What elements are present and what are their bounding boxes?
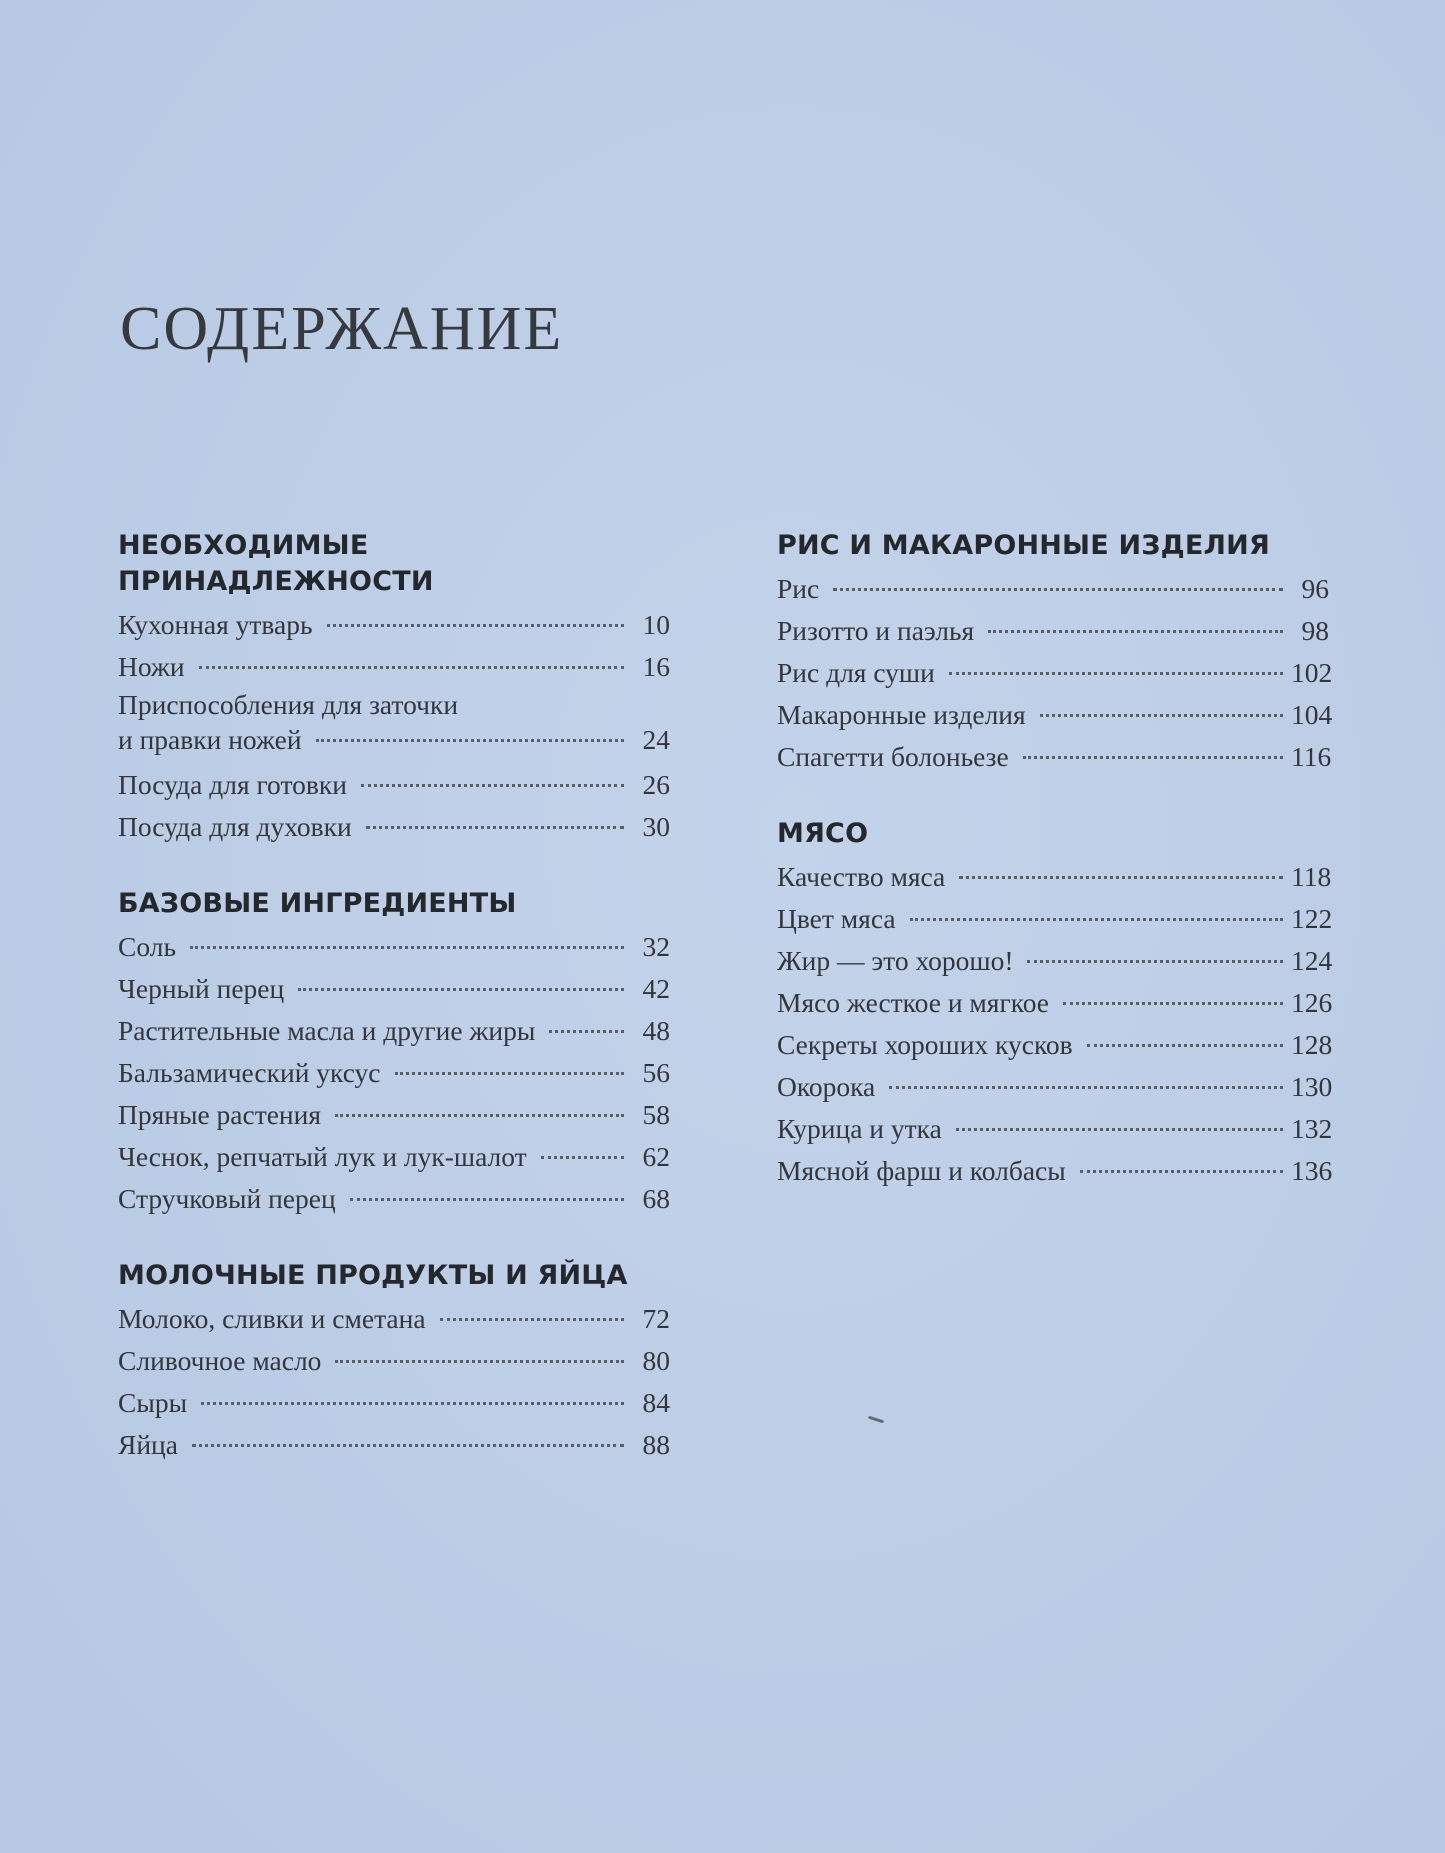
section-heading: РИС И МАКАРОННЫЕ ИЗДЕЛИЯ [777,530,1270,561]
dot-leader [1027,960,1283,963]
dot-leader [190,946,624,949]
toc-left-column [118,528,670,1504]
entry-page-number: 80 [642,1345,670,1376]
entry-page-number: 26 [642,769,670,800]
entry-page-number: 42 [642,973,670,1004]
toc-entry[interactable] [777,856,1332,898]
dot-leader [1063,1002,1283,1005]
toc-entry[interactable] [777,898,1333,940]
dot-leader [549,1030,624,1033]
dot-leader [199,666,624,669]
dot-leader [298,988,624,991]
toc-entry[interactable] [777,736,1332,778]
entry-page-number: 88 [642,1429,670,1460]
page-title: СОДЕРЖАНИЕ [120,295,564,363]
entry-label: Курица и утка [777,1113,942,1144]
entry-label: Растительные масла и другие жиры [118,1015,536,1046]
entry-page-number: 130 [1291,1071,1333,1102]
toc-entry[interactable] [777,1024,1333,1066]
entry-page-number: 118 [1291,861,1332,892]
entry-page-number: 68 [642,1183,670,1214]
entry-label: Рис [777,573,820,604]
entry-label: Пряные растения [118,1099,322,1130]
dot-leader [335,1114,624,1117]
toc-entry[interactable] [118,1340,670,1382]
entry-label: Мясной фарш и колбасы [777,1155,1066,1186]
entry-label: Ризотто и паэлья [777,615,975,646]
toc-entry[interactable] [118,1178,670,1220]
toc-section [118,528,670,848]
entry-label: Посуда для духовки [118,811,352,842]
entry-page-number: 98 [1301,615,1329,646]
toc-entry[interactable] [118,604,670,646]
entry-label: Соль [118,931,176,962]
dot-leader [910,918,1283,921]
toc-section [118,886,670,1220]
entry-page-number: 104 [1291,699,1333,730]
dot-leader [1040,714,1283,717]
entry-page-number: 126 [1291,987,1333,1018]
toc-entry[interactable] [118,1094,670,1136]
toc-section [777,816,1333,1192]
entry-page-number: 84 [642,1387,670,1418]
entry-label: Молоко, сливки и сметана [118,1303,426,1334]
toc-entry[interactable] [777,568,1329,610]
entry-label: Жир — это хорошо! [777,945,1014,976]
entry-label: и правки ножей [118,724,302,755]
dot-leader [350,1198,624,1201]
dot-leader [366,826,624,829]
section-heading: МЯСО [777,818,869,849]
entry-page-number: 96 [1301,573,1329,604]
toc-entry[interactable] [777,1108,1333,1150]
entry-label: Ножи [118,651,185,682]
entry-label: Кухонная утварь [118,609,313,640]
dot-leader [889,1086,1283,1089]
entry-label: Черный перец [118,973,285,1004]
entry-page-number: 32 [642,931,670,962]
entry-page-number: 122 [1291,903,1333,934]
entry-label: Окорока [777,1071,876,1102]
dot-leader [949,672,1283,675]
entry-page-number: 24 [642,724,670,755]
toc-entry[interactable] [118,1298,670,1340]
entry-page-number: 62 [642,1141,670,1172]
stray-ink-mark [868,1416,884,1424]
entry-page-number: 116 [1291,741,1332,772]
entry-page-number: 124 [1291,945,1333,976]
entry-label: Стручковый перец [118,1183,336,1214]
toc-entry[interactable] [118,1424,670,1466]
toc-entry[interactable] [777,610,1329,652]
toc-entry[interactable] [118,926,670,968]
entry-label: Спагетти болоньезе [777,741,1009,772]
entry-label: Цвет мяса [777,903,896,934]
dot-leader [316,739,624,742]
entry-label-line1: Приспособления для заточки [118,689,459,720]
toc-entry[interactable] [118,1136,670,1178]
toc-section [118,1258,670,1466]
entry-page-number: 10 [642,609,670,640]
entry-label: Яйца [118,1429,178,1460]
toc-entry[interactable] [118,806,670,848]
dot-leader [361,784,624,787]
entry-label: Рис для суши [777,657,935,688]
section-heading: НЕОБХОДИМЫЕ ПРИНАДЛЕЖНОСТИ [118,530,434,597]
entry-page-number: 128 [1291,1029,1333,1060]
toc-entry[interactable] [118,1382,670,1424]
dot-leader [335,1360,624,1363]
dot-leader [1023,756,1283,759]
dot-leader [201,1402,624,1405]
entry-page-number: 48 [642,1015,670,1046]
entry-page-number: 16 [642,651,670,682]
entry-label: Посуда для готовки [118,769,347,800]
dot-leader [327,624,624,627]
toc-entry[interactable] [118,764,670,806]
entry-page-number: 58 [642,1099,670,1130]
toc-entry[interactable] [118,1052,670,1094]
entry-label: Бальзамический уксус [118,1057,381,1088]
section-heading: МОЛОЧНЫЕ ПРОДУКТЫ И ЯЙЦА [118,1260,628,1291]
toc-entry[interactable] [118,968,670,1010]
toc-entry[interactable] [777,652,1333,694]
toc-entry[interactable] [118,646,670,688]
toc-entry[interactable] [777,694,1333,736]
dot-leader [541,1156,624,1159]
entry-page-number: 72 [642,1303,670,1334]
entry-label: Сыры [118,1387,188,1418]
toc-entry[interactable] [777,1066,1333,1108]
toc-entry[interactable] [118,1010,670,1052]
dot-leader [1080,1170,1283,1173]
dot-leader [440,1318,624,1321]
dot-leader [956,1128,1283,1131]
entry-label: Качество мяса [777,861,946,892]
toc-entry[interactable] [777,982,1333,1024]
entry-label: Макаронные изделия [777,699,1026,730]
toc-entry[interactable] [777,940,1333,982]
entry-page-number: 30 [642,811,670,842]
toc-section [777,528,1333,778]
toc-right-column [777,528,1333,1230]
toc-entry[interactable] [777,1150,1333,1192]
dot-leader [959,876,1283,879]
dot-leader [1087,1044,1283,1047]
toc-entry[interactable] [118,688,670,758]
entry-label: Мясо жесткое и мягкое [777,987,1049,1018]
dot-leader [395,1072,624,1075]
entry-label: Сливочное масло [118,1345,322,1376]
entry-page-number: 132 [1291,1113,1333,1144]
dot-leader [988,630,1283,633]
entry-page-number: 56 [642,1057,670,1088]
entry-label: Чеснок, репчатый лук и лук-шалот [118,1141,527,1172]
entry-page-number: 102 [1291,657,1333,688]
entry-label: Секреты хороших кусков [777,1029,1073,1060]
dot-leader [833,588,1283,591]
section-heading: БАЗОВЫЕ ИНГРЕДИЕНТЫ [118,888,517,919]
dot-leader [192,1444,624,1447]
entry-page-number: 136 [1291,1155,1333,1186]
